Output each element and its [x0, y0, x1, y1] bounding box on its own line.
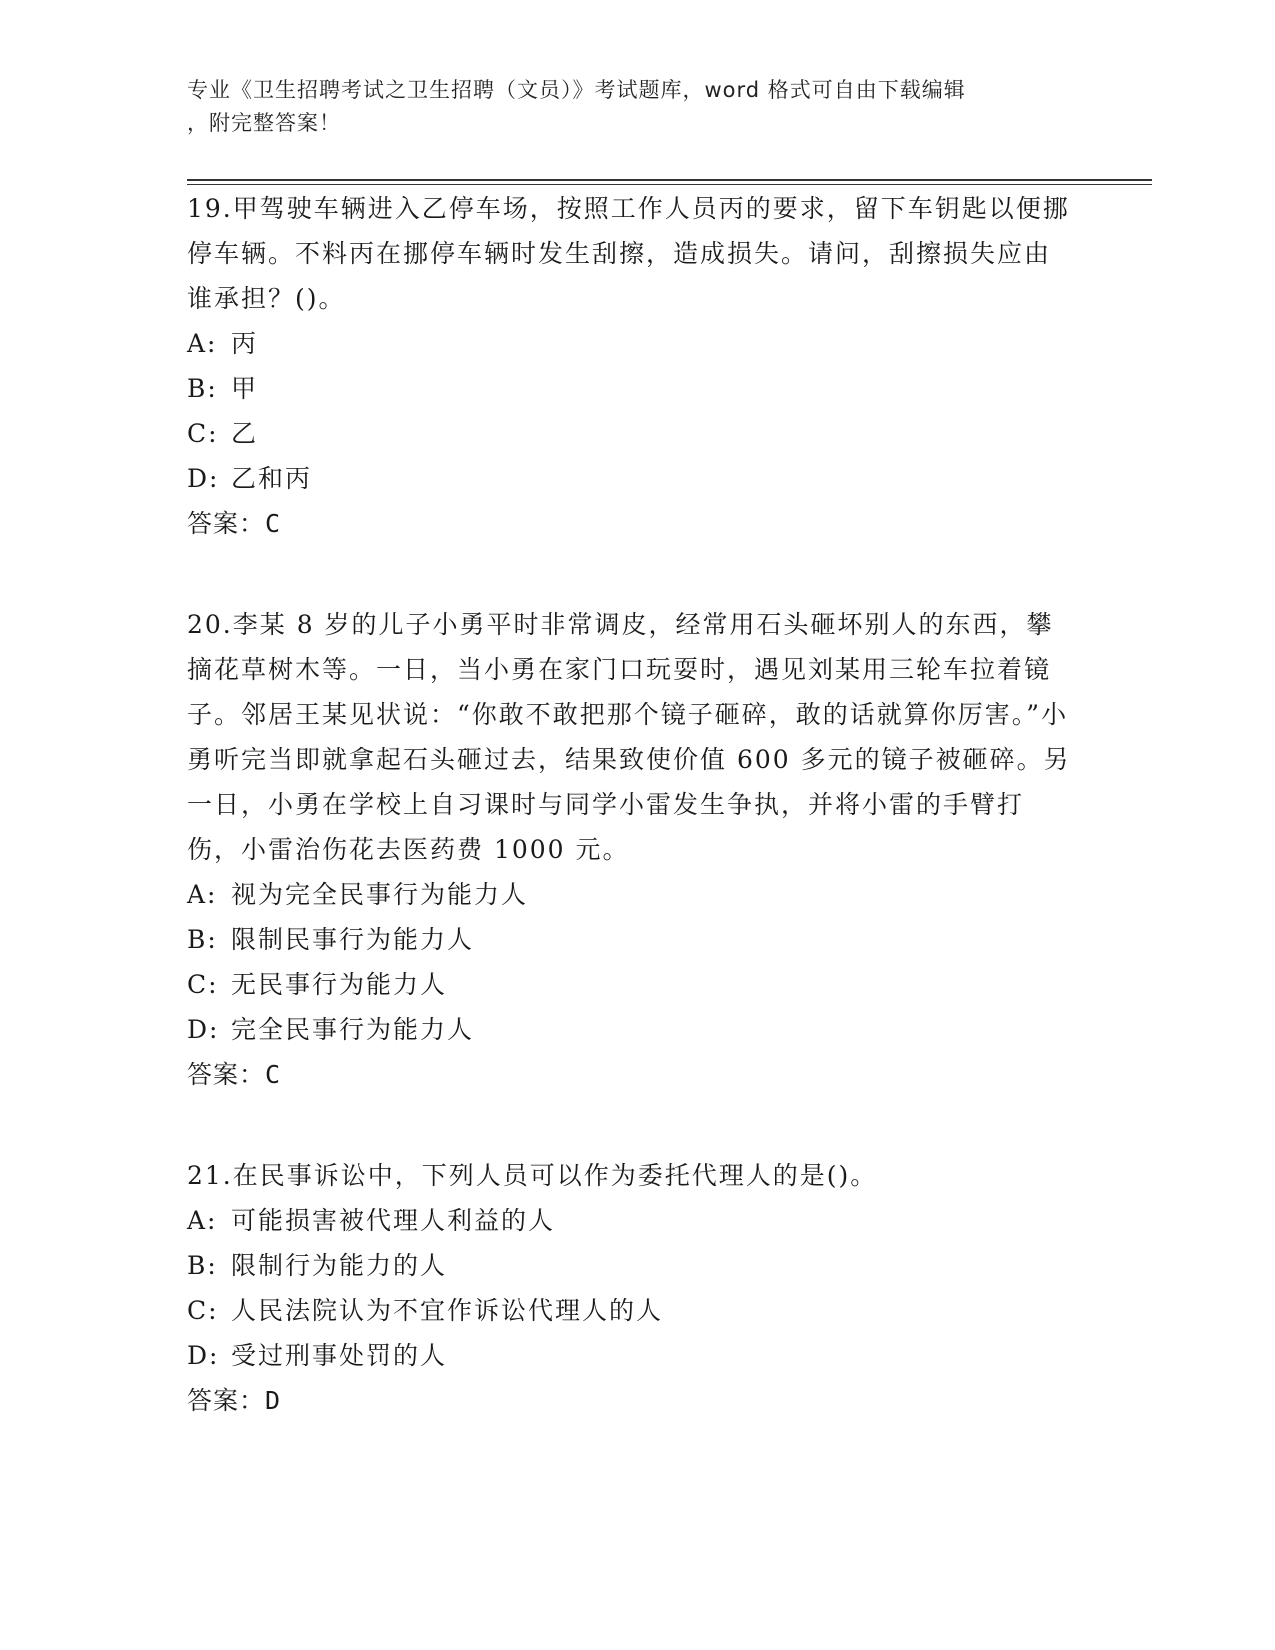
question-21: [187, 1153, 1077, 1423]
question-stem: 20.李某 8 岁的儿子小勇平时非常调皮，经常用石头砸坏别人的东西，攀摘花草树木等。一日，当小勇在家门口玩耍时，遇见刘某用三轮车拉着镜子。邻居王某见状说：“你敢不敢把那个镜子砸碎，敢的话就算你厉害。”小勇听完当即就拿起石头砸过去，结果致使价值 600 多元的镜子被砸碎。另一日，小勇在学校上自习课时与同学小雷发生争执，并将小雷的手臂打伤，小雷治伤花去医药费 1000 元。: [187, 610, 1071, 864]
answer-label: 答案：: [187, 1386, 266, 1415]
option-d: [187, 456, 1077, 501]
option-text: 受过刑事处罚的人: [231, 1341, 448, 1370]
option-a: [187, 1198, 1077, 1243]
answer-line: [187, 1378, 1077, 1423]
option-key: A:: [187, 329, 218, 358]
option-text: 乙和丙: [231, 464, 313, 493]
option-text: 限制民事行为能力人: [231, 925, 475, 954]
header-line-2: ，附完整答案！: [187, 111, 341, 135]
option-key: D:: [187, 1341, 220, 1370]
option-c: [187, 1288, 1077, 1333]
answer-value: C: [265, 509, 282, 538]
option-text: 人民法院认为不宜作诉讼代理人的人: [231, 1296, 664, 1325]
option-key: C:: [187, 419, 219, 448]
question-20: [187, 602, 1077, 1097]
option-key: D:: [187, 464, 220, 493]
question-stem: 21.在民事诉讼中，下列人员可以作为委托代理人的是()。: [187, 1161, 878, 1190]
option-key: D:: [187, 1015, 220, 1044]
header-line-1: 专业《卫生招聘考试之卫生招聘（文员）》考试题库，word 格式可自由下载编辑: [187, 78, 966, 102]
answer-value: C: [265, 1060, 282, 1089]
option-d: [187, 1007, 1077, 1052]
option-a: [187, 321, 1077, 366]
question-spacer: [187, 1097, 1077, 1153]
option-text: 完全民事行为能力人: [231, 1015, 475, 1044]
answer-line: [187, 501, 1077, 546]
answer-line: [187, 1052, 1077, 1097]
option-c: [187, 962, 1077, 1007]
option-c: [187, 411, 1077, 456]
option-key: B:: [187, 374, 218, 403]
question-19: [187, 186, 1077, 546]
option-text: 丙: [231, 329, 259, 358]
answer-label: 答案：: [187, 1060, 266, 1089]
option-key: C:: [187, 1296, 219, 1325]
option-text: 可能损害被代理人利益的人: [231, 1206, 556, 1235]
question-list: [187, 186, 1077, 1423]
option-key: B:: [187, 1251, 218, 1280]
option-text: 无民事行为能力人: [231, 970, 448, 999]
option-text: 乙: [231, 419, 259, 448]
option-key: C:: [187, 970, 219, 999]
question-spacer: [187, 546, 1077, 602]
option-b: [187, 366, 1077, 411]
option-key: A:: [187, 1206, 218, 1235]
option-d: [187, 1333, 1077, 1378]
option-b: [187, 1243, 1077, 1288]
header-divider-bottom: [187, 184, 1152, 185]
option-b: [187, 917, 1077, 962]
option-text: 视为完全民事行为能力人: [231, 880, 529, 909]
document-header: [187, 74, 1067, 140]
option-key: B:: [187, 925, 218, 954]
option-key: A:: [187, 880, 218, 909]
header-divider-top: [187, 179, 1152, 181]
option-a: [187, 872, 1077, 917]
question-stem: 19.甲驾驶车辆进入乙停车场，按照工作人员丙的要求，留下车钥匙以便挪停车辆。不料丙在挪停车辆时发生刮擦，造成损失。请问，刮擦损失应由谁承担？()。: [187, 194, 1070, 313]
option-text: 限制行为能力的人: [231, 1251, 448, 1280]
option-text: 甲: [231, 374, 259, 403]
answer-label: 答案：: [187, 509, 266, 538]
answer-value: D: [265, 1386, 282, 1415]
